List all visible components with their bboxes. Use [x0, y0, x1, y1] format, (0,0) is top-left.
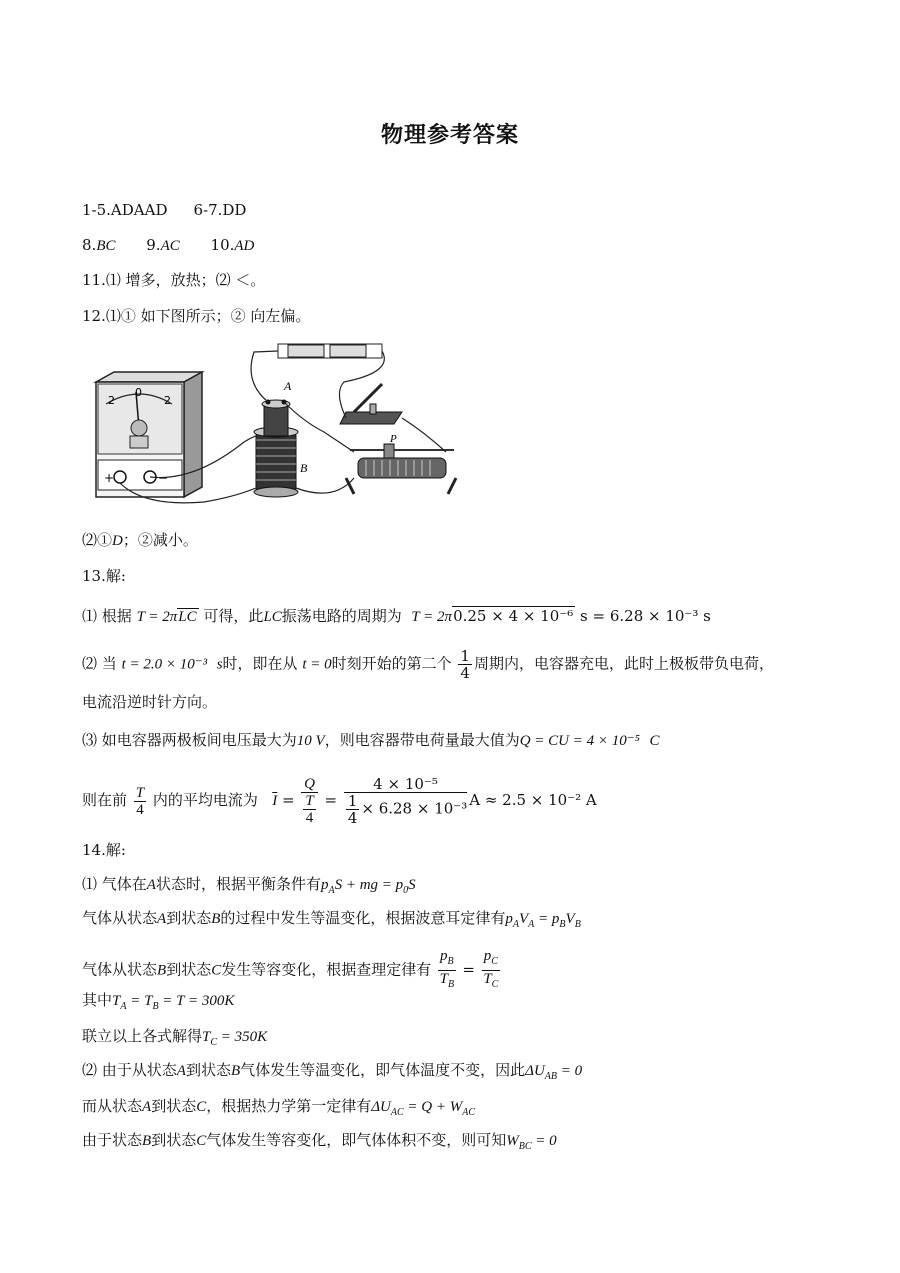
t-over-4: [134, 785, 146, 818]
q14-l3-a: 气体从状态: [82, 960, 158, 979]
q13-p4-text-b: 内的平均电流为: [152, 791, 258, 809]
quarter-num: 1: [460, 647, 470, 665]
lc-label: LC: [263, 609, 282, 625]
q8-answer: BC: [96, 238, 116, 254]
t-over-4-den: 4: [136, 801, 144, 818]
q13-p3-text-a: ⑶ 如电容器两极板间电压最大为: [82, 731, 297, 749]
q13-part2-cont: 电流沿逆时针方向。: [82, 693, 218, 711]
current-fraction-num: 4 × 10⁻⁵: [344, 776, 467, 793]
first-law: $\Delta U_{AC} = Q + W_{AC}$: [371, 1099, 476, 1118]
balance-equation: $p_AS$ + mg = $p_0S$: [320, 877, 416, 896]
q14-l3-b: 到状态: [166, 960, 212, 979]
period-formula-sqrt: LC: [178, 609, 197, 625]
q14-heading: 14.解:: [82, 841, 126, 859]
slider-p-label: P: [390, 433, 397, 445]
q14-line-1: [82, 874, 416, 901]
q14-l6-c: 气体发生等温变化，即气体温度不变，因此: [240, 1061, 526, 1079]
q13-part1: [82, 606, 711, 627]
coil-a-label: A: [284, 379, 292, 393]
avg-current-symbol: $\overline{I}$: [272, 793, 278, 809]
delta-u-ab: $\Delta U_{AB} = 0$: [525, 1063, 583, 1082]
q14-line-8: [82, 1130, 557, 1157]
q14-l1-a: ⑴ 气体在: [82, 875, 147, 893]
q14-l8-c: 气体发生等容变化，即气体体积不变，则可知: [206, 1131, 507, 1149]
q12-part2-line: [82, 530, 198, 551]
state-a-3: A: [176, 1063, 186, 1079]
current-fraction: [344, 776, 467, 826]
boyle-equation: $p_AV_A = p_BV_B$: [505, 911, 581, 930]
q14-l8-a: 由于状态: [82, 1131, 143, 1149]
q13-part4: 则在前 $\frac{T}{4}$ 内的平均电流为 $\overline{I}$ = $\frac{Q}{\frac{T}{4}}$ = 4 × 10⁻⁵ $\frac{1}{4}$ × 6.28 × 10⁻³ A ≈ 2.5 × 10⁻² A: [82, 775, 597, 827]
q14-l7-a: 而从状态: [82, 1097, 143, 1115]
q14-l3-c: 发生等容变化，根据查理定律有: [221, 960, 432, 979]
charles-lhs: $\frac{p_B}{T_B}$: [439, 948, 455, 990]
q8-label: 8.: [82, 236, 97, 254]
q14-l2-b: 到状态: [166, 909, 212, 927]
q14-line-2: [82, 908, 581, 935]
q14-line-6: [82, 1060, 582, 1087]
q13-p4-text-a: 则在前: [82, 791, 128, 809]
q11-line: 11.⑴ 增多，放热；⑵ ＜。: [82, 271, 266, 289]
answers-6-7: 6-7.DD: [193, 201, 247, 219]
state-a-4: A: [142, 1099, 152, 1115]
q13-heading: 13.解:: [82, 567, 126, 585]
meter-scale-right: 2: [164, 394, 171, 407]
period-value-lhs: T = 2π: [411, 609, 453, 625]
charge-unit: C: [649, 733, 660, 749]
time-value: t = 2.0 × 10⁻³: [121, 656, 208, 673]
period-value-sqrt: 0.25 × 4 × 10⁻⁶: [453, 607, 574, 625]
quarter-fraction: [458, 648, 472, 681]
q14-l6-b: 到状态: [185, 1061, 231, 1079]
period-value-result: s = 6.28 × 10⁻³ s: [580, 607, 711, 625]
max-voltage: 10 V: [296, 733, 325, 749]
q13-part2: [82, 648, 774, 681]
meter-scale-left: 2: [108, 394, 115, 407]
q13-p2-text-d: 周期内，电容器充电，此时上极板带负电荷，: [473, 654, 774, 673]
t-over-4-num: T: [135, 784, 145, 801]
tc-result: $T_C = 350K$: [202, 1029, 268, 1048]
current-fraction-den-rest: × 6.28 × 10⁻³: [361, 799, 468, 818]
avg-current-result: A ≈ 2.5 × 10⁻² A: [469, 791, 597, 809]
q12-line: 12.⑴① 如下图所示；② 向左偏。: [82, 307, 311, 325]
q10-label: 10.: [210, 236, 235, 254]
state-c-3: C: [196, 1133, 207, 1149]
q13-p1-text-a: ⑴ 根据: [82, 607, 132, 625]
meter-scale-mid: 0: [135, 386, 142, 399]
quarter-den: 4: [460, 664, 470, 682]
t4-inner-den: 4: [305, 810, 314, 826]
state-b-4: B: [142, 1133, 152, 1149]
time-zero: t = 0: [302, 656, 332, 673]
t4-inner: [303, 793, 315, 826]
period-formula-lhs: T = 2π: [136, 609, 178, 625]
answer-line-2: [82, 235, 254, 256]
coil-assembly: [254, 400, 298, 498]
q13-p1-text-c: 振荡电路的周期为: [281, 607, 402, 625]
q14-l8-b: 到状态: [151, 1131, 197, 1149]
q14-l7-c: ，根据热力学第一定律有: [206, 1097, 372, 1115]
q14-line-3: 气体从状态B到状态C发生等容变化，根据查理定律有 $\frac{p_B}{T_B}$ = $\frac{p_C}{T_C}$: [82, 948, 502, 993]
page-title: 物理参考答案: [380, 122, 519, 148]
charles-rhs: $\frac{p_C}{T_C}$: [483, 948, 499, 990]
time-unit: s: [216, 656, 223, 673]
q14-line-7: [82, 1096, 475, 1123]
max-charge: Q = CU = 4 × 10⁻⁵: [519, 733, 640, 749]
switch: [340, 384, 402, 424]
q14-l6-a: ⑵ 由于从状态: [82, 1061, 177, 1079]
t4-inner-num: T: [305, 793, 314, 809]
state-b-3: B: [230, 1063, 241, 1079]
q10-answer: AD: [234, 238, 255, 254]
quarter-inner: [346, 793, 360, 826]
terminal-minus-label: −: [158, 471, 169, 485]
state-b-2: B: [157, 962, 167, 979]
q-over-t4: [301, 776, 317, 826]
answers-1-5: 1-5.ADAAD: [82, 201, 168, 219]
q13-p2-text-c: 时刻开始的第二个: [331, 654, 452, 673]
quarter-inner-den: 4: [347, 809, 358, 827]
q13-p1-text-b: 可得，此: [203, 607, 264, 625]
circuit-figure: [84, 332, 464, 512]
quarter-inner-num: 1: [347, 792, 358, 810]
current-fraction-den: [344, 793, 467, 826]
w-bc: $W_{BC} = 0$: [506, 1133, 557, 1152]
q12-part2-label: ⑵①: [82, 531, 113, 549]
q14-line-4: [82, 990, 234, 1017]
q13-part3: [82, 730, 659, 751]
q9-answer: AC: [160, 238, 180, 254]
q-over-t4-den: [301, 793, 317, 826]
q13-p2-text-b: 时，即在从: [222, 654, 298, 673]
rheostat: [346, 444, 456, 494]
q14-l5-a: 联立以上各式解得: [82, 1027, 203, 1045]
state-a: A: [146, 877, 156, 893]
q13-p2-text-a: ⑵ 当: [82, 654, 117, 673]
q-over-t4-num: Q: [301, 776, 317, 793]
q14-l2-c: 的过程中发生等温变化，根据波意耳定律有: [220, 909, 506, 927]
state-c-2: C: [196, 1099, 207, 1115]
terminal-plus-label: +: [104, 471, 115, 485]
q14-l2-a: 气体从状态: [82, 909, 158, 927]
temp-equality: $T_A = T_B = T = 300K$: [112, 993, 235, 1012]
q14-l4-a: 其中: [82, 991, 113, 1009]
q14-l1-b: 状态时，根据平衡条件有: [155, 875, 321, 893]
q14-l7-b: 到状态: [151, 1097, 197, 1115]
state-c: C: [211, 962, 222, 979]
state-b: B: [211, 911, 221, 927]
q12-part2-rest: ；②减小。: [122, 531, 198, 549]
q14-line-5: [82, 1026, 267, 1053]
q12-part2-answer: D: [112, 533, 123, 549]
coil-b-label: B: [300, 461, 308, 475]
q9-label: 9.: [146, 236, 161, 254]
state-a-2: A: [157, 911, 167, 927]
battery: [278, 344, 382, 358]
q13-p3-text-b: ，则电容器带电荷量最大值为: [324, 731, 520, 749]
answer-line-1: [82, 200, 246, 220]
